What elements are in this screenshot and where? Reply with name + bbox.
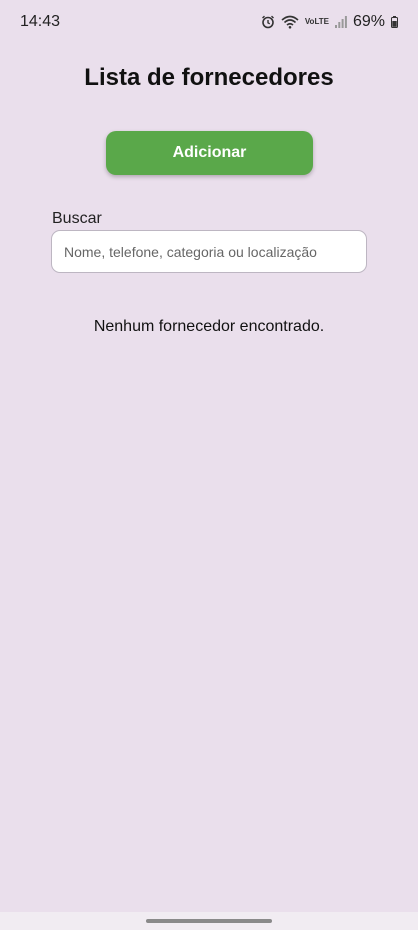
battery-percent: 69% xyxy=(352,13,385,30)
home-indicator[interactable] xyxy=(146,919,272,923)
empty-state-message: Nenhum fornecedor encontrado. xyxy=(93,318,325,335)
search-label: Buscar xyxy=(52,210,102,227)
add-supplier-button[interactable]: Adicionar xyxy=(106,131,313,175)
wifi-icon xyxy=(281,15,299,29)
signal-icon xyxy=(335,16,347,28)
battery-icon xyxy=(391,16,398,28)
status-bar xyxy=(0,0,418,44)
status-time: 14:43 xyxy=(20,13,61,30)
status-icons xyxy=(261,13,398,31)
search-input[interactable] xyxy=(51,230,367,273)
navigation-bar xyxy=(0,912,418,930)
page-title: Lista de fornecedores xyxy=(84,64,334,91)
alarm-icon xyxy=(261,15,275,29)
volte-indicator: VoLTE xyxy=(304,17,329,26)
